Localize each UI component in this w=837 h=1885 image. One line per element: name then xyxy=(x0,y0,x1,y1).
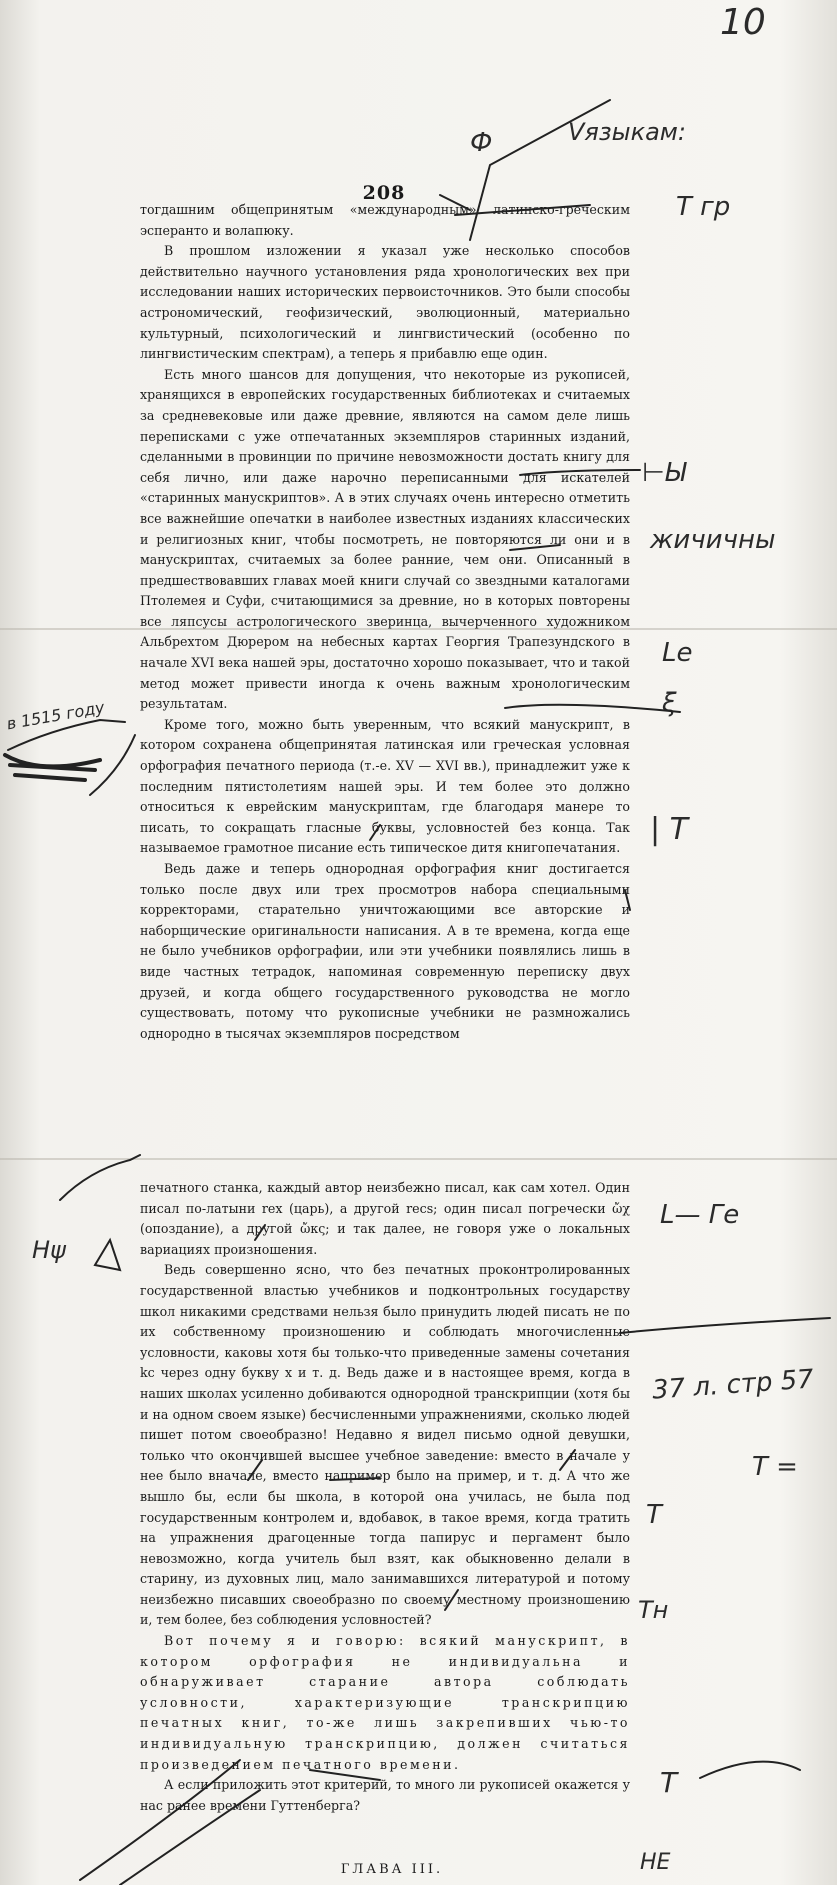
pen-stroke xyxy=(90,735,135,795)
margin-note-gr: Т гр xyxy=(676,192,731,222)
margin-note-word: жичичны xyxy=(650,525,776,555)
pen-stroke xyxy=(95,1240,120,1270)
margin-note-t: | T xyxy=(650,812,688,847)
paper-fold-line xyxy=(0,1158,837,1160)
margin-note-reference: 37 л. стр 57 xyxy=(651,1364,815,1406)
paragraph: Ведь совершенно ясно, что без печатных проконтролированных государственной властью учебников и подконтрольных государству школ никакими средствами нельзя было принудить людей писать не по их собственному произношению и соблюдать многочисленные условности, каковы хотя бы только-что приведенные замены сочетания kc через одну букву x и т. д. Ведь даже и в настоящее время, когда в наших школах усиленно добиваются однородной транскрипции (хотя бы и на одном своем языке) бесчисленными упражнениями, сколько людей пишет потом своеобразно! Недавно я видел письмо одной девушки, только что окончившей высшее учебное заведение: вместо в начале у нее было вначале, вместо например было на пример, и т. д. А что же вышло бы, если бы школа, в которой она училась, не была под государственным контролем и, вдобавок, в такое время, когда тратить на упражнения драгоценные тогда папирус и пергамент было невозможно, когда учитель был взят, как обыкновенно делали в старину, из духовных лиц, мало занимавшихся литературой и потому неизбежно писавших своеобразно по своему местному произношению и, тем более, без соблюдения условностей? xyxy=(140,1262,630,1628)
chapter-heading: ГЛАВА III. xyxy=(340,1862,444,1877)
paragraph: Есть много шансов для допущения, что некоторые из рукописей, хранящихся в европейских государственных библиотеках и считаемых за средневековые или даже древние, являются на самом деле лишь переписками с уже отпечатанных экземпляров старинных изданий, сделанными в провинции по причине невозможности достать книгу для себя лично, или даже нарочно переписанными для искателей «старинных манускриптов». А в этих случаях очень интересно отметить все важнейшие опечатки в наиболее известных изданиях классических и религиозных книг, чтобы посмотреть, не повторяются ли они и в манускриптах, считаемых за более ранние, чем они. Описанный в предшествовавших главах моей книги случай со звездными каталогами Птолемея и Суфи, считающимися за древние, но в которых повторены все ляпсусы астрологического зверинца, вычерченного художником Альбрехтом Дюрером на небесных картах Георгия Трапезундского в начале XVI века нашей эры, достаточно хорошо показывает, что и такой метод может привести иногда к очень важным хронологическим результатам. xyxy=(140,366,630,712)
margin-note-le: Le xyxy=(662,638,693,668)
margin-note-ny: Нψ xyxy=(32,1236,66,1264)
margin-note-t-equals: T = xyxy=(752,1452,798,1482)
margin-note-year: в 1515 году xyxy=(5,697,106,734)
text-block-bottom xyxy=(140,1178,630,1816)
margin-note-t: T xyxy=(660,1766,678,1799)
margin-note-xi: ξ xyxy=(662,688,677,718)
margin-note-le-ge: L— Ге xyxy=(660,1200,740,1230)
text-block-top xyxy=(140,200,630,1044)
margin-note-languages: Vязыкам: xyxy=(568,118,686,146)
corner-page-number: 10 xyxy=(720,2,766,43)
margin-note-mark: ⊢Ы xyxy=(642,458,686,488)
paragraph: А если приложить этот критерий, то много ли рукописей окажется у нас ранее времени Гуттенберга? xyxy=(140,1777,630,1813)
pen-stroke xyxy=(5,755,100,780)
margin-note-t: T xyxy=(646,1500,662,1530)
paragraph: Кроме того, можно быть уверенным, что всякий манускрипт, в котором сохранена общепринятая латинская или греческая условная орфография печатного периода (т.-е. XV — XVI вв.), принадлежит уже к последним пятистолетиям нашей эры. И тем более это должно относиться к еврейским манускриптам, где благодаря манере то писать, то сокращать гласные буквы, условностей без конца. Так называемое грамотное писание есть типическое дитя книгопечатания. xyxy=(140,716,630,856)
margin-note-phi: Ф xyxy=(470,128,493,158)
paragraph: Ведь даже и теперь однородная орфография книг достигается только после двух или трех просмотров набора специальными корректорами, старательно уничтожающими все авторские и наборщические оригинальности написания. А в те времена, когда еще не было учебников орфографии, или эти учебники появлялись лишь в виде частных тетрадок, напоминая современную переписку двух друзей, и когда общего государственного руководства не могло существовать, потому что рукописные учебники не размножались однородно в тысячах экземпляров посредством xyxy=(140,861,630,1041)
paragraph: печатного станка, каждый автор неизбежно писал, как сам хотел. Один писал по-латыни rex (царь), а другой recs; один писал погречески ὤχ (опоздание), а другой ὤκς; и так далее, не говоря уже о локальных вариациях произношения. xyxy=(140,1180,630,1257)
pen-stroke xyxy=(60,1155,140,1200)
margin-note-tn: Тн xyxy=(638,1596,669,1624)
paragraph: тогдашним общепринятым «международным» латинско-греческим эсперанто и волапюку. xyxy=(140,202,630,238)
paragraph: В прошлом изложении я указал уже несколько способов действительно научного установления ряда хронологических вех при исследовании наших исторических первоисточников. Это были способы астрономический, геофизический, эволюционный, материально культурный, психологический и лингвистический (особенно по лингвистическим спектрам), а теперь я прибавлю еще один. xyxy=(140,243,630,362)
spaced-paragraph: Вот почему я и говорю: всякий манускрипт, в котором орфография не индивидуальна и обнаруживает старание автора соблюдать условности, характеризующие транскрипцию печатных книг, то-же лишь закрепивших чью-то индивидуальную транскрипцию, должен считаться произведением печатного времени. xyxy=(140,1633,630,1772)
margin-note-ne: НЕ xyxy=(640,1850,671,1875)
pen-stroke xyxy=(700,1762,800,1778)
page-number: 208 xyxy=(362,182,406,204)
pen-stroke xyxy=(620,1318,830,1333)
